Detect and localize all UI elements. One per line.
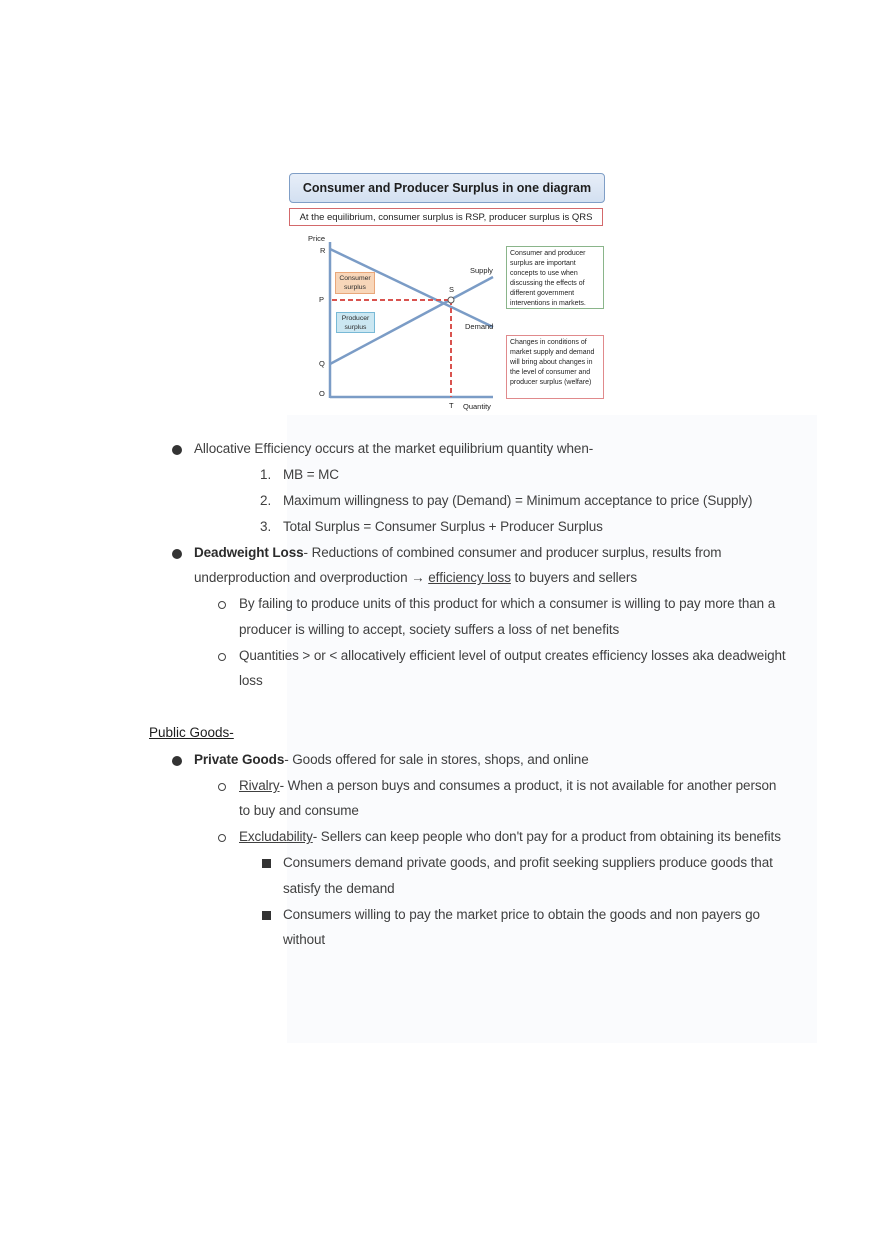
deadweight-loss-line2-post: to buyers and sellers <box>510 570 637 585</box>
diagram-subtitle: At the equilibrium, consumer surplus is RSP, producer surplus is QRS <box>289 208 603 226</box>
square-bullet-text: Consumers willing to pay the market price to obtain the goods and non payers go <box>283 907 760 922</box>
square-bullet-icon <box>262 859 271 868</box>
circle-bullet-icon <box>218 834 226 842</box>
deadweight-loss-line1 <box>194 545 721 560</box>
list-item: Total Surplus = Consumer Surplus + Producer Surplus <box>283 519 603 534</box>
quantity-axis-label: Quantity <box>463 402 491 411</box>
circle-bullet-icon <box>218 783 226 791</box>
consumer-surplus-box: Consumer surplus <box>335 272 375 294</box>
list-item: Maximum willingness to pay (Demand) = Minimum acceptance to price (Supply) <box>283 493 753 508</box>
price-axis-label: Price <box>308 234 326 243</box>
sub-bullet-text: By failing to produce units of this product for which a consumer is willing to pay more than a <box>239 596 776 611</box>
producer-surplus-box: Producer surplus <box>336 312 375 333</box>
square-bullet-icon <box>262 911 271 920</box>
rivalry-line2: to buy and consume <box>239 803 359 818</box>
label-q: Q <box>319 359 325 368</box>
deadweight-loss-term: Deadweight Loss <box>194 545 304 560</box>
deadweight-loss-line2 <box>194 570 637 585</box>
square-bullet-text: satisfy the demand <box>283 881 395 896</box>
list-number: 1. <box>260 467 272 482</box>
sub-bullet-text: Quantities > or < allocatively efﬁcient level of output creates efﬁciency losses aka deadweight <box>239 648 786 663</box>
background-shade <box>287 415 817 1043</box>
diagram-title: Consumer and Producer Surplus in one diagram <box>289 173 605 203</box>
label-o: O <box>319 389 325 398</box>
list-item: MB = MC <box>283 467 339 482</box>
private-goods-line <box>194 752 589 767</box>
label-p: P <box>319 295 325 304</box>
deadweight-loss-definition: - Reductions of combined consumer and producer surplus, results from <box>303 545 722 560</box>
excludability-definition: - Sellers can keep people who don't pay for a product from obtaining its beneﬁts <box>312 829 781 844</box>
note-green: Consumer and producer surplus are important concepts to use when discussing the effects of different government interventions in markets. <box>506 246 604 309</box>
circle-bullet-icon <box>218 653 226 661</box>
demand-label: Demand <box>465 322 494 331</box>
bullet-icon <box>172 549 182 559</box>
excludability-term: Excludability <box>239 829 313 844</box>
list-number: 3. <box>260 519 272 534</box>
label-r: R <box>320 246 326 255</box>
sub-bullet-text: producer is willing to accept, society suffers a loss of net beneﬁts <box>239 622 620 637</box>
label-s: S <box>449 285 455 294</box>
square-bullet-text: without <box>283 932 326 947</box>
square-bullet-text: Consumers demand private goods, and proﬁt seeking suppliers produce goods that <box>283 855 773 870</box>
rivalry-definition: - When a person buys and consumes a product, it is not available for another person <box>279 778 777 793</box>
sub-bullet-text: loss <box>239 673 263 688</box>
rivalry-term: Rivalry <box>239 778 280 793</box>
excludability-line <box>239 829 781 844</box>
surplus-diagram <box>283 170 609 415</box>
supply-label: Supply <box>470 266 493 275</box>
rivalry-line <box>239 778 776 793</box>
public-goods-heading: Public Goods- <box>149 725 234 740</box>
deadweight-loss-line2-pre: underproduction and overproduction → <box>194 570 429 585</box>
note-red: Changes in conditions of market supply and demand will bring about changes in the level of consumer and producer surplus (welfare) <box>506 335 604 399</box>
circle-bullet-icon <box>218 601 226 609</box>
private-goods-definition: - Goods offered for sale in stores, shops, and online <box>284 752 589 767</box>
label-t: T <box>449 401 454 410</box>
equilibrium-point <box>448 297 454 303</box>
bullet-icon <box>172 756 182 766</box>
private-goods-term: Private Goods <box>194 752 285 767</box>
allocative-efficiency-text: Allocative Efﬁciency occurs at the market equilibrium quantity when- <box>194 441 594 456</box>
bullet-icon <box>172 445 182 455</box>
list-number: 2. <box>260 493 272 508</box>
efficiency-loss-link: efﬁciency loss <box>428 570 511 585</box>
